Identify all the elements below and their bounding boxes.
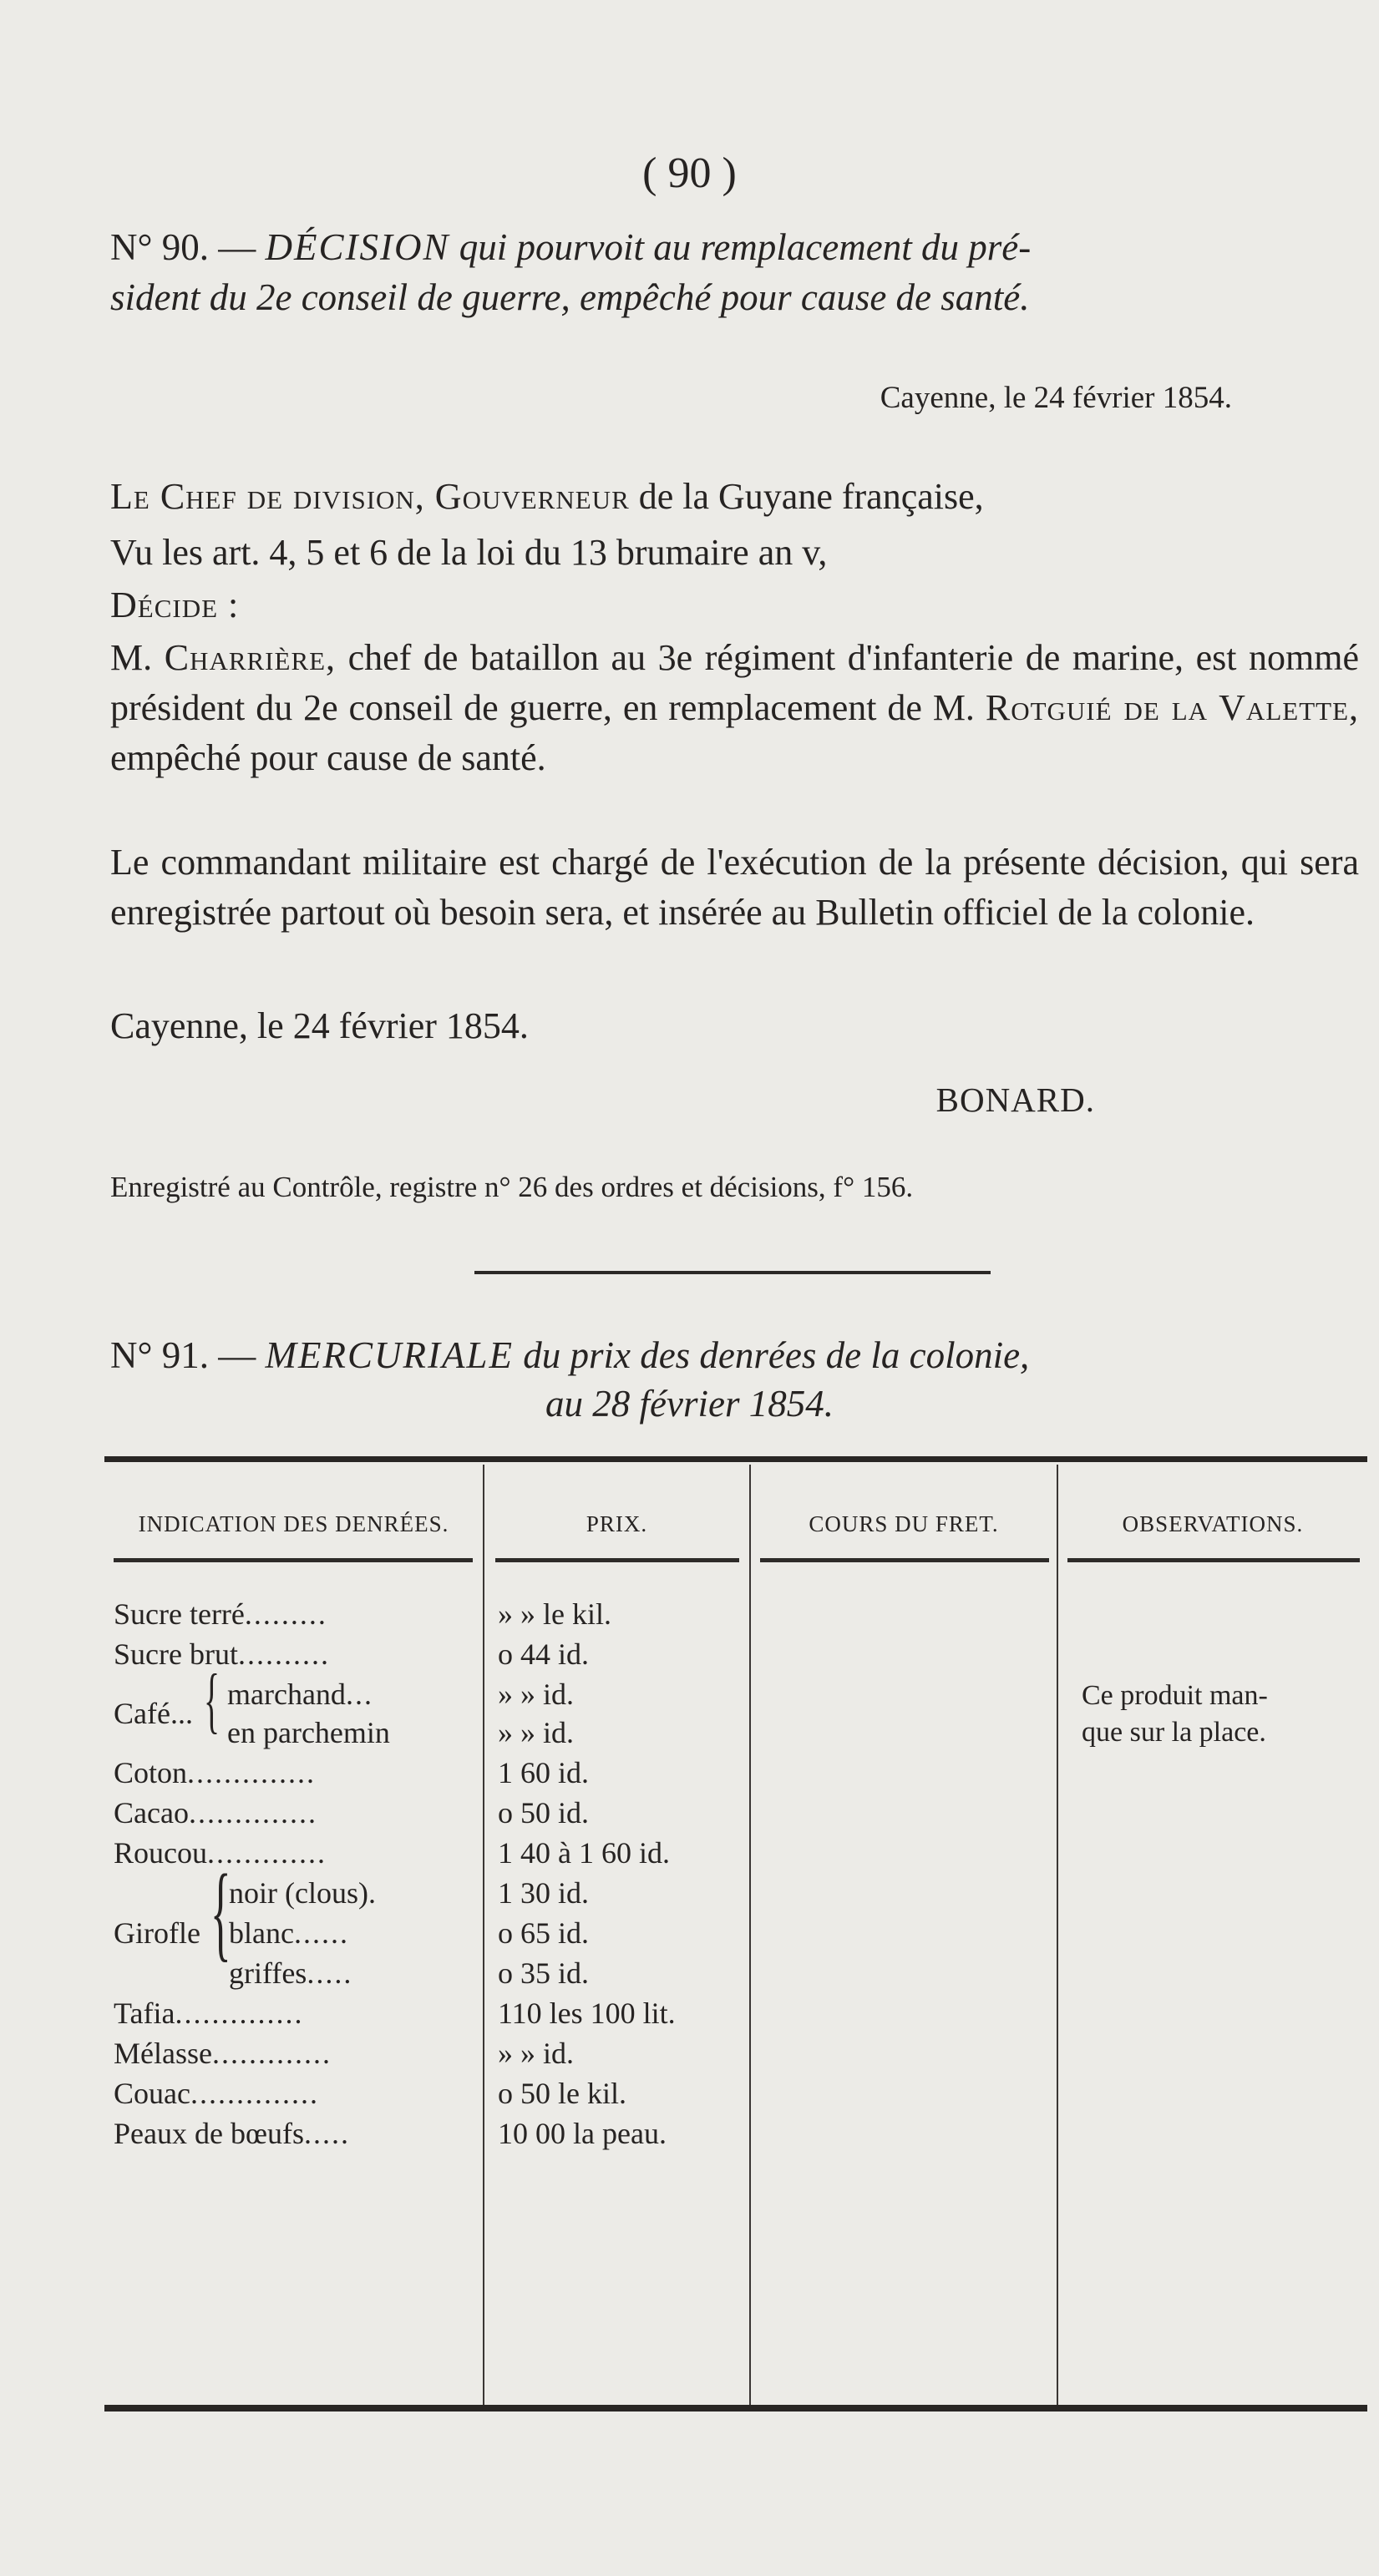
- header-indication: INDICATION DES DENRÉES.: [138, 1511, 449, 1536]
- product-name: griffes: [229, 1956, 307, 1990]
- product-name: Cacao: [114, 1796, 189, 1830]
- table-row-label: [229, 1915, 349, 1951]
- page-number: ( 90 ): [642, 149, 737, 197]
- header-underline: [1067, 1558, 1360, 1562]
- leader-dots: ..............: [187, 1756, 317, 1789]
- brace-girofle: {: [210, 1853, 231, 1971]
- decision-90-heading: [110, 222, 1363, 272]
- leader-dots: .............: [211, 2037, 332, 2070]
- table-row-label: [114, 1754, 316, 1791]
- price-cell: o 50 id.: [498, 1796, 590, 1830]
- leader-dots: ..............: [175, 1997, 304, 2030]
- product-name: Roucou: [114, 1836, 207, 1870]
- product-name: Mélasse: [114, 2037, 212, 2070]
- table-row-label: [229, 1875, 376, 1911]
- product-name: Coton: [114, 1756, 188, 1789]
- decision-90-title-word: DÉCISION: [265, 226, 450, 268]
- mercuriale-91-title-line2-text: au 28 février 1854.: [545, 1383, 834, 1425]
- column-separator: [1057, 1465, 1058, 2405]
- header-underline: [495, 1558, 739, 1562]
- authority-rest: de la Guyane française,: [638, 476, 984, 517]
- table-row-label: [114, 1596, 327, 1632]
- decision-90-title-rest: qui pourvoit au remplacement du pré-: [459, 226, 1032, 268]
- price-cell: o 65 id.: [498, 1916, 590, 1950]
- brace-cafe: {: [204, 1660, 221, 1741]
- product-name: Peaux de bœufs: [114, 2117, 304, 2150]
- price-cell: 1 40 à 1 60 id.: [498, 1836, 670, 1870]
- leader-dots: ..............: [190, 2077, 319, 2110]
- table-top-rule: [104, 1456, 1367, 1462]
- registration-note: Enregistré au Contrôle, registre n° 26 des ordres et décisions, f° 156.: [110, 1171, 914, 1203]
- mercuriale-91-heading: [110, 1330, 1363, 1380]
- group-label-girofle: Girofle: [114, 1916, 200, 1950]
- header-prix: PRIX.: [586, 1511, 648, 1536]
- authority-title: Le Chef de division, Gouverneur: [110, 476, 630, 517]
- decision-90-title-line2-text: sident du 2e conseil de guerre, empêché pour cause de santé.: [110, 276, 1030, 318]
- leader-dots: .........: [244, 1597, 327, 1631]
- price-cell: » » id.: [498, 2037, 575, 2070]
- mercuriale-91-title-word: MERCURIALE: [265, 1334, 514, 1376]
- table-row-label: [114, 1794, 317, 1831]
- authority-line: [110, 472, 1359, 522]
- leader-dots: .....: [303, 2117, 350, 2150]
- product-name: Tafia: [114, 1997, 175, 2030]
- product-name: en parchemin: [227, 1716, 390, 1749]
- decision-paragraph-2: Le commandant militaire est chargé de l'exécution de la présente décision, qui sera enregistrée partout où besoin sera, et insérée au Bulletin officiel de la colonie.: [110, 842, 1359, 933]
- price-cell: 1 60 id.: [498, 1756, 590, 1789]
- product-name: blanc: [229, 1916, 294, 1950]
- header-underline: [114, 1558, 473, 1562]
- table-row-label: [114, 2115, 350, 2152]
- observation-line: que sur la place.: [1082, 1717, 1266, 1748]
- para1-end: empêché pour cause de santé.: [110, 737, 546, 778]
- table-row-label: [114, 2075, 319, 2112]
- leader-dots: ..............: [188, 1796, 317, 1830]
- column-separator: [483, 1465, 484, 2405]
- decides-line: Décide :: [110, 585, 240, 625]
- decision-90-title-line2: [110, 272, 1363, 322]
- para1-name-charriere: Charrière,: [164, 637, 337, 678]
- table-row-label: [114, 1995, 303, 2032]
- table-row-label: [229, 1955, 352, 1991]
- table-row-label: [227, 1676, 373, 1713]
- price-cell: o 44 id.: [498, 1637, 590, 1671]
- para1-name-rotguie: Rotguié de la Valette,: [985, 687, 1359, 728]
- decision-closing-date: Cayenne, le 24 février 1854.: [110, 1005, 529, 1046]
- leader-dots: ..........: [237, 1637, 330, 1671]
- leader-dots: ......: [293, 1916, 349, 1950]
- price-cell: » » id.: [498, 1716, 575, 1749]
- table-bottom-rule: [104, 2405, 1367, 2412]
- mercuriale-91-title-rest: du prix des denrées de la colonie,: [523, 1334, 1030, 1376]
- considering-line: Vu les art. 4, 5 et 6 de la loi du 13 brumaire an v,: [110, 532, 828, 573]
- price-cell: » » le kil.: [498, 1597, 611, 1631]
- signature: BONARD.: [935, 1081, 1095, 1119]
- column-separator: [749, 1465, 751, 2405]
- leader-dots: .....: [307, 1956, 353, 1990]
- price-cell: o 35 id.: [498, 1956, 590, 1990]
- table-row-label: [227, 1714, 390, 1751]
- header-cours-du-fret: COURS DU FRET.: [809, 1511, 999, 1536]
- table-row-label: [114, 2035, 332, 2072]
- product-name: noir (clous).: [229, 1876, 376, 1910]
- leader-dots: ...: [345, 1678, 373, 1711]
- decision-paragraph-1: [110, 633, 1359, 783]
- product-name: marchand: [227, 1678, 346, 1711]
- header-observations: OBSERVATIONS.: [1122, 1511, 1304, 1536]
- product-name: Sucre brut: [114, 1637, 238, 1671]
- decision-90-dateline: Cayenne, le 24 février 1854.: [880, 381, 1232, 415]
- table-row-label: [114, 1636, 330, 1673]
- product-name: Sucre terré: [114, 1597, 245, 1631]
- mercuriale-91-number: N° 91. —: [110, 1334, 256, 1376]
- price-cell: 110 les 100 lit.: [498, 1997, 676, 2030]
- price-cell: » » id.: [498, 1678, 575, 1711]
- price-cell: o 50 le kil.: [498, 2077, 626, 2110]
- observation-line: Ce produit man-: [1082, 1680, 1268, 1711]
- price-cell: 10 00 la peau.: [498, 2117, 667, 2150]
- group-label-cafe: Café...: [114, 1697, 193, 1730]
- decision-90-number: N° 90. —: [110, 226, 256, 268]
- para1-prefix: M.: [110, 637, 153, 678]
- para1-middle: chef de bataillon au 3e régiment d'infanterie de marine, est nommé président du 2e conseil de guerre, en remplacement de M.: [110, 637, 1360, 728]
- price-cell: 1 30 id.: [498, 1876, 590, 1910]
- product-name: Couac: [114, 2077, 190, 2110]
- leader-dots: .............: [207, 1836, 327, 1870]
- section-divider: [474, 1271, 991, 1274]
- header-underline: [760, 1558, 1049, 1562]
- mercuriale-91-title-line2: [0, 1379, 1379, 1429]
